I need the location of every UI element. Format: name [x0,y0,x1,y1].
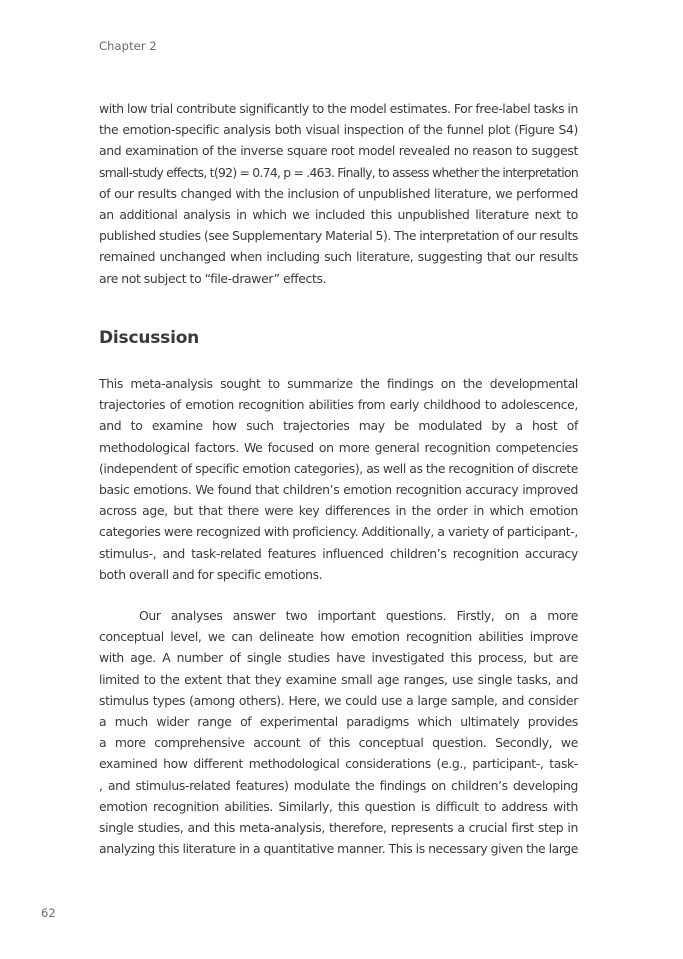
text-line: a much wider range of experimental paradigms which ultimately provides [99,714,578,730]
text-line: with age. A number of single studies have investigated this process, but are [99,650,578,666]
text-line: stimulus types (among others). Here, we could use a large sample, and consider [99,692,578,708]
text-line: and to examine how such trajectories may be modulated by a host of [99,418,578,434]
text-line: are not subject to “file-drawer” effects. [99,270,327,286]
text-line: analyzing this literature in a quantitative manner. This is necessary given the large [99,841,578,857]
text-line: single studies, and this meta-analysis, therefore, represents a crucial first step in [99,820,578,836]
paragraph-results-conclusion [99,98,578,289]
text-line: small-study effects, t(92) = 0.74, p = .463. Finally, to assess whether the interpretation [99,164,578,180]
text-line: , and stimulus-related features) modulate the findings on children’s developing [99,777,578,793]
text-line: of our results changed with the inclusion of unpublished literature, we performed [99,185,578,201]
text-line: This meta-analysis sought to summarize the findings on the developmental [99,376,578,391]
text-line: stimulus-, and task-related features influenced children’s recognition accuracy [99,545,578,561]
text-line: methodological factors. We focused on more general recognition competencies [99,439,578,455]
text-line: with low trial contribute significantly to the model estimates. For free-label tasks in [99,101,578,116]
text-line: both overall and for specific emotions. [99,566,323,582]
text-line: trajectories of emotion recognition abilities from early childhood to adolescence, [99,397,578,413]
running-head: Chapter 2 [99,39,157,53]
text-line: remained unchanged when including such literature, suggesting that our results [99,249,578,265]
text-line: Our analyses answer two important questions. Firstly, on a more [139,608,578,623]
text-line: conceptual level, we can delineate how emotion recognition abilities improve [99,629,578,645]
section-heading: Discussion [99,328,200,348]
page-number: 62 [41,906,56,920]
text-line: published studies (see Supplementary Material 5). The interpretation of our results [99,228,578,244]
text-line: and examination of the inverse square root model revealed no reason to suggest [99,143,578,159]
text-line: limited to the extent that they examine small age ranges, use single tasks, and [99,671,578,687]
text-line: the emotion-specific analysis both visual inspection of the funnel plot (Figure S4) [99,122,578,138]
paragraph-discussion-intro [99,373,578,585]
text-line: categories were recognized with proficiency. Additionally, a variety of participant-, [99,524,578,540]
paragraph-analyses [99,605,578,859]
text-line: (independent of specific emotion categories), as well as the recognition of discrete [99,460,578,476]
text-line: an additional analysis in which we included this unpublished literature next to [99,207,578,223]
text-line: across age, but that there were key differences in the order in which emotion [99,503,578,519]
text-line: a more comprehensive account of this conceptual question. Secondly, we [99,735,578,751]
text-line: examined how different methodological considerations (e.g., participant-, task- [99,756,578,772]
text-line: emotion recognition abilities. Similarly, this question is difficult to address with [99,798,578,814]
text-line: basic emotions. We found that children’s emotion recognition accuracy improved [99,482,578,498]
